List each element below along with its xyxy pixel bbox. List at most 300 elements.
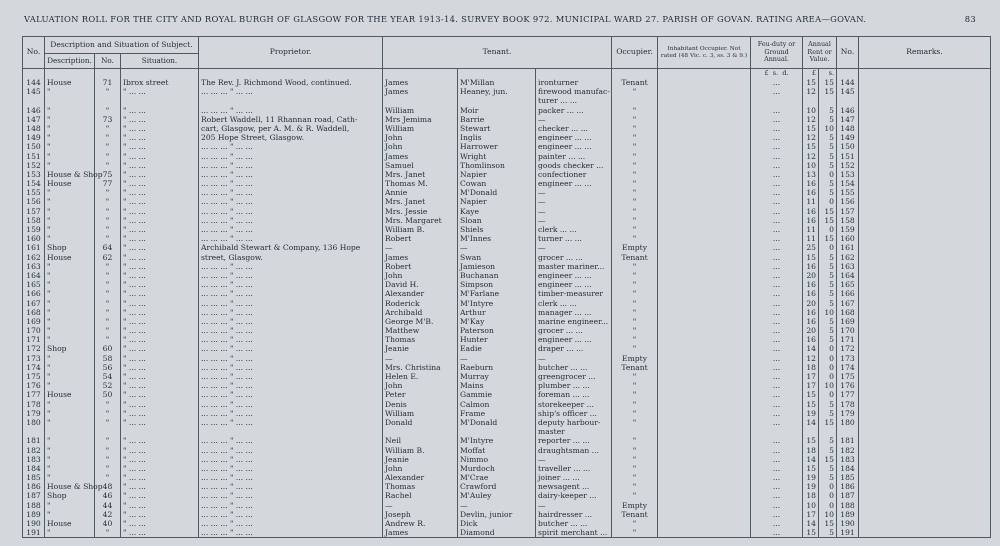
- tenant-occupation: grocer ... ...: [536, 326, 612, 335]
- situation-cell: " ... ...: [121, 106, 199, 115]
- remarks-cell: [859, 372, 991, 381]
- occupier-cell: ": [612, 308, 658, 317]
- rent-shillings: 15: [819, 519, 837, 528]
- table-row: [23, 142, 991, 151]
- tenant-last-name: Paterson: [458, 326, 536, 335]
- proprietor-cell: Robert Waddell, 11 Rhannan road, Cath-: [199, 115, 383, 124]
- remarks-cell: [859, 354, 991, 363]
- inhabitant-cell: [658, 96, 751, 105]
- description-cell: [45, 427, 95, 436]
- tenant-occupation: —: [536, 197, 612, 206]
- situation-cell: " ... ...: [121, 289, 199, 298]
- row-number-right: 144: [837, 78, 859, 87]
- inhabitant-cell: [658, 225, 751, 234]
- table-row: [23, 106, 991, 115]
- rent-shillings: 0: [819, 372, 837, 381]
- tenant-first-name: Matthew: [383, 326, 458, 335]
- occupier-cell: ": [612, 326, 658, 335]
- rent-pounds: 18: [803, 491, 819, 500]
- proprietor-cell: ... ... ... " ... ...: [199, 446, 383, 455]
- house-number-cell: ": [95, 280, 121, 289]
- occupier-cell: ": [612, 197, 658, 206]
- feu-shilling-sign: s.: [772, 69, 779, 77]
- tenant-last-name: Nimmo: [458, 455, 536, 464]
- table-row: [23, 491, 991, 500]
- tenant-occupation: newsagent ...: [536, 482, 612, 491]
- tenant-last-name: M'Donald: [458, 188, 536, 197]
- situation-cell: " ... ...: [121, 161, 199, 170]
- situation-cell: " ... ...: [121, 326, 199, 335]
- rent-shillings: 5: [819, 262, 837, 271]
- rent-pounds: 16: [803, 289, 819, 298]
- house-number-cell: ": [95, 271, 121, 280]
- proprietor-cell: ... ... ... " ... ...: [199, 381, 383, 390]
- feu-duty-cell: ...: [751, 473, 803, 482]
- feu-duty-cell: ...: [751, 152, 803, 161]
- situation-cell: " ... ...: [121, 400, 199, 409]
- tenant-last-name: Inglis: [458, 133, 536, 142]
- house-number-cell: 71: [95, 78, 121, 87]
- tenant-first-name: James: [383, 87, 458, 96]
- house-number-cell: ": [95, 400, 121, 409]
- house-number-cell: ": [95, 152, 121, 161]
- house-number-cell: ": [95, 207, 121, 216]
- description-cell: ": [45, 142, 95, 151]
- feu-duty-cell: ...: [751, 372, 803, 381]
- tenant-last-name: M'Innes: [458, 234, 536, 243]
- proprietor-cell: ... ... ... " ... ...: [199, 354, 383, 363]
- rent-shillings: 5: [819, 299, 837, 308]
- row-number: 148: [23, 124, 45, 133]
- rent-pounds: 16: [803, 308, 819, 317]
- proprietor-cell: cart, Glasgow, per A. M. & R. Waddell,: [199, 124, 383, 133]
- col-situation: Situation.: [121, 54, 199, 69]
- feu-duty-cell: ...: [751, 299, 803, 308]
- remarks-cell: [859, 280, 991, 289]
- table-row: [23, 363, 991, 372]
- tenant-last-name: M'Kay: [458, 317, 536, 326]
- situation-cell: " ... ...: [121, 510, 199, 519]
- row-number: 166: [23, 289, 45, 298]
- row-number-right: 157: [837, 207, 859, 216]
- proprietor-cell: [199, 96, 383, 105]
- feu-duty-cell: ...: [751, 161, 803, 170]
- situation-cell: " ... ...: [121, 381, 199, 390]
- description-cell: House: [45, 519, 95, 528]
- feu-duty-cell: ...: [751, 115, 803, 124]
- house-number-cell: ": [95, 262, 121, 271]
- rent-pounds: 16: [803, 216, 819, 225]
- occupier-cell: Tenant: [612, 78, 658, 87]
- tenant-last-name: Crawford: [458, 482, 536, 491]
- tenant-occupation: ironturner: [536, 78, 612, 87]
- row-number: 162: [23, 253, 45, 262]
- proprietor-cell: ... ... ... " ... ...: [199, 326, 383, 335]
- rent-pounds: 18: [803, 446, 819, 455]
- tenant-last-name: Gammie: [458, 390, 536, 399]
- row-number-right: 182: [837, 446, 859, 455]
- situation-cell: " ... ...: [121, 308, 199, 317]
- row-number: 182: [23, 446, 45, 455]
- description-cell: Shop: [45, 344, 95, 353]
- description-cell: ": [45, 326, 95, 335]
- feu-duty-cell: ...: [751, 317, 803, 326]
- tenant-last-name: Devlin, junior: [458, 510, 536, 519]
- table-row: [23, 280, 991, 289]
- remarks-cell: [859, 216, 991, 225]
- rent-shillings: 15: [819, 78, 837, 87]
- proprietor-cell: ... ... ... " ... ...: [199, 170, 383, 179]
- row-number: 176: [23, 381, 45, 390]
- tenant-last-name: Murray: [458, 372, 536, 381]
- feu-pence-sign: d.: [782, 69, 789, 77]
- table-row: [23, 372, 991, 381]
- col-proprietor: Proprietor.: [199, 37, 383, 69]
- table-row: [23, 390, 991, 399]
- situation-cell: " ... ...: [121, 197, 199, 206]
- row-number-right: 158: [837, 216, 859, 225]
- tenant-occupation: —: [536, 216, 612, 225]
- house-number-cell: ": [95, 464, 121, 473]
- occupier-cell: ": [612, 234, 658, 243]
- situation-cell: " ... ...: [121, 87, 199, 96]
- tenant-first-name: James: [383, 253, 458, 262]
- tenant-last-name: Shiels: [458, 225, 536, 234]
- feu-duty-cell: ...: [751, 335, 803, 344]
- feu-duty-cell: ...: [751, 363, 803, 372]
- table-row: [23, 179, 991, 188]
- row-number: 163: [23, 262, 45, 271]
- occupier-cell: ": [612, 372, 658, 381]
- tenant-occupation: storekeeper ...: [536, 400, 612, 409]
- description-cell: ": [45, 216, 95, 225]
- feu-duty-cell: ...: [751, 87, 803, 96]
- col-house-number: No.: [95, 54, 121, 69]
- rent-shillings: [819, 427, 837, 436]
- occupier-cell: Empty: [612, 243, 658, 252]
- row-number-right: 175: [837, 372, 859, 381]
- row-number: 178: [23, 400, 45, 409]
- remarks-cell: [859, 510, 991, 519]
- feu-duty-cell: ...: [751, 289, 803, 298]
- remarks-cell: [859, 188, 991, 197]
- situation-cell: " ... ...: [121, 372, 199, 381]
- row-number-right: [837, 427, 859, 436]
- inhabitant-cell: [658, 400, 751, 409]
- feu-duty-cell: ...: [751, 446, 803, 455]
- tenant-occupation: confectioner: [536, 170, 612, 179]
- remarks-cell: [859, 464, 991, 473]
- rent-shillings: 5: [819, 326, 837, 335]
- description-cell: ": [45, 317, 95, 326]
- rent-pounds: 11: [803, 225, 819, 234]
- row-number-right: 169: [837, 317, 859, 326]
- rent-shillings: 10: [819, 308, 837, 317]
- row-number: 158: [23, 216, 45, 225]
- feu-duty-cell: ...: [751, 436, 803, 445]
- table-row: [23, 317, 991, 326]
- row-number-right: 186: [837, 482, 859, 491]
- table-row: [23, 473, 991, 482]
- situation-cell: Ibrox street: [121, 78, 199, 87]
- rent-pounds: 12: [803, 152, 819, 161]
- rent-shillings: 5: [819, 280, 837, 289]
- row-number: 155: [23, 188, 45, 197]
- house-number-cell: 75: [95, 170, 121, 179]
- situation-cell: " ... ...: [121, 124, 199, 133]
- description-cell: ": [45, 354, 95, 363]
- situation-cell: " ... ...: [121, 207, 199, 216]
- house-number-cell: ": [95, 289, 121, 298]
- inhabitant-cell: [658, 262, 751, 271]
- tenant-occupation: —: [536, 115, 612, 124]
- inhabitant-cell: [658, 409, 751, 418]
- proprietor-cell: ... ... ... " ... ...: [199, 464, 383, 473]
- occupier-cell: Tenant: [612, 253, 658, 262]
- tenant-first-name: —: [383, 354, 458, 363]
- remarks-cell: [859, 519, 991, 528]
- rent-pounds: 10: [803, 501, 819, 510]
- remarks-cell: [859, 335, 991, 344]
- tenant-occupation: firewood manufac-: [536, 87, 612, 96]
- feu-duty-cell: ...: [751, 501, 803, 510]
- house-number-cell: ": [95, 317, 121, 326]
- remarks-cell: [859, 243, 991, 252]
- situation-cell: " ... ...: [121, 188, 199, 197]
- inhabitant-cell: [658, 124, 751, 133]
- remarks-cell: [859, 78, 991, 87]
- tenant-occupation: traveller ... ...: [536, 464, 612, 473]
- rent-pounds: 15: [803, 390, 819, 399]
- description-cell: House & Shop: [45, 170, 95, 179]
- tenant-first-name: Mrs. Janet: [383, 170, 458, 179]
- tenant-last-name: Heaney, jun.: [458, 87, 536, 96]
- tenant-last-name: Moir: [458, 106, 536, 115]
- situation-cell: " ... ...: [121, 142, 199, 151]
- house-number-cell: 62: [95, 253, 121, 262]
- situation-cell: " ... ...: [121, 253, 199, 262]
- description-cell: ": [45, 528, 95, 538]
- inhabitant-cell: [658, 106, 751, 115]
- table-row: [23, 455, 991, 464]
- description-cell: House & Shop: [45, 482, 95, 491]
- row-number: 144: [23, 78, 45, 87]
- remarks-cell: [859, 197, 991, 206]
- rent-pounds: 14: [803, 418, 819, 427]
- occupier-cell: ": [612, 446, 658, 455]
- row-number: 159: [23, 225, 45, 234]
- row-number-right: 167: [837, 299, 859, 308]
- table-row: [23, 299, 991, 308]
- col-feu-duty: Feu-duty or Ground Annual.: [751, 37, 803, 69]
- feu-duty-cell: ...: [751, 354, 803, 363]
- inhabitant-cell: [658, 280, 751, 289]
- proprietor-cell: ... ... ... " ... ...: [199, 409, 383, 418]
- rent-shillings: 0: [819, 501, 837, 510]
- occupier-cell: ": [612, 482, 658, 491]
- remarks-cell: [859, 436, 991, 445]
- row-number: 153: [23, 170, 45, 179]
- situation-cell: " ... ...: [121, 262, 199, 271]
- inhabitant-cell: [658, 170, 751, 179]
- tenant-first-name: Mrs. Margaret: [383, 216, 458, 225]
- row-number: 157: [23, 207, 45, 216]
- inhabitant-cell: [658, 501, 751, 510]
- proprietor-cell: Archibald Stewart & Company, 136 Hope: [199, 243, 383, 252]
- remarks-cell: [859, 390, 991, 399]
- tenant-first-name: Andrew R.: [383, 519, 458, 528]
- row-number-right: 159: [837, 225, 859, 234]
- tenant-occupation: marine engineer...: [536, 317, 612, 326]
- row-number-right: 152: [837, 161, 859, 170]
- row-number: 168: [23, 308, 45, 317]
- proprietor-cell: street, Glasgow.: [199, 253, 383, 262]
- row-number: 171: [23, 335, 45, 344]
- row-number-right: 173: [837, 354, 859, 363]
- tenant-last-name: Arthur: [458, 308, 536, 317]
- tenant-occupation: timber-measurer: [536, 289, 612, 298]
- inhabitant-cell: [658, 335, 751, 344]
- tenant-first-name: Archibald: [383, 308, 458, 317]
- occupier-cell: ": [612, 335, 658, 344]
- situation-cell: " ... ...: [121, 335, 199, 344]
- proprietor-cell: ... ... ... " ... ...: [199, 390, 383, 399]
- rent-shillings: 15: [819, 207, 837, 216]
- inhabitant-cell: [658, 519, 751, 528]
- tenant-first-name: William: [383, 106, 458, 115]
- tenant-last-name: Dick: [458, 519, 536, 528]
- remarks-cell: [859, 299, 991, 308]
- proprietor-cell: ... ... ... " ... ...: [199, 519, 383, 528]
- situation-cell: " ... ...: [121, 446, 199, 455]
- rent-shillings: 5: [819, 161, 837, 170]
- inhabitant-cell: [658, 363, 751, 372]
- tenant-first-name: John: [383, 142, 458, 151]
- row-number-right: 184: [837, 464, 859, 473]
- tenant-last-name: Diamond: [458, 528, 536, 538]
- remarks-cell: [859, 170, 991, 179]
- table-row: [23, 436, 991, 445]
- inhabitant-cell: [658, 354, 751, 363]
- situation-cell: [121, 427, 199, 436]
- tenant-last-name: Swan: [458, 253, 536, 262]
- feu-duty-cell: ...: [751, 400, 803, 409]
- tenant-first-name: Mrs. Jessie: [383, 207, 458, 216]
- rent-shillings: 5: [819, 106, 837, 115]
- tenant-first-name: Annie: [383, 188, 458, 197]
- house-number-cell: ": [95, 326, 121, 335]
- proprietor-cell: ... ... ... " ... ...: [199, 400, 383, 409]
- description-cell: ": [45, 271, 95, 280]
- proprietor-cell: ... ... ... " ... ...: [199, 528, 383, 538]
- tenant-first-name: Alexander: [383, 473, 458, 482]
- tenant-occupation: packer ... ...: [536, 106, 612, 115]
- tenant-first-name: —: [383, 243, 458, 252]
- feu-duty-cell: ...: [751, 207, 803, 216]
- occupier-cell: ": [612, 519, 658, 528]
- description-cell: ": [45, 225, 95, 234]
- rent-shillings: 0: [819, 243, 837, 252]
- description-cell: ": [45, 436, 95, 445]
- tenant-first-name: Mrs Jemima: [383, 115, 458, 124]
- proprietor-cell: ... ... ... " ... ...: [199, 289, 383, 298]
- rent-pounds: 11: [803, 234, 819, 243]
- description-cell: House: [45, 253, 95, 262]
- row-number-right: 148: [837, 124, 859, 133]
- remarks-cell: [859, 271, 991, 280]
- col-remarks: Remarks.: [859, 37, 991, 69]
- occupier-cell: ": [612, 280, 658, 289]
- row-number: 145: [23, 87, 45, 96]
- tenant-first-name: William B.: [383, 446, 458, 455]
- table-row: [23, 482, 991, 491]
- table-row: [23, 510, 991, 519]
- rent-shillings: 5: [819, 409, 837, 418]
- rent-pounds: 16: [803, 188, 819, 197]
- description-cell: ": [45, 87, 95, 96]
- description-cell: ": [45, 510, 95, 519]
- proprietor-cell: 205 Hope Street, Glasgow.: [199, 133, 383, 142]
- tenant-occupation: master mariner...: [536, 262, 612, 271]
- tenant-first-name: Alexander: [383, 289, 458, 298]
- tenant-occupation: joiner ... ...: [536, 473, 612, 482]
- situation-cell: " ... ...: [121, 464, 199, 473]
- tenant-occupation: deputy harbour-: [536, 418, 612, 427]
- remarks-cell: [859, 207, 991, 216]
- occupier-cell: ": [612, 381, 658, 390]
- feu-duty-cell: ...: [751, 519, 803, 528]
- feu-duty-cell: [751, 96, 803, 105]
- tenant-occupation: engineer ... ...: [536, 280, 612, 289]
- row-number: 169: [23, 317, 45, 326]
- rent-shillings: 0: [819, 354, 837, 363]
- row-number: 190: [23, 519, 45, 528]
- tenant-last-name: Harrower: [458, 142, 536, 151]
- rent-pounds: 14: [803, 455, 819, 464]
- row-number-right: 160: [837, 234, 859, 243]
- inhabitant-cell: [658, 482, 751, 491]
- rent-pounds: 15: [803, 436, 819, 445]
- proprietor-cell: ... ... ... " ... ...: [199, 308, 383, 317]
- header-title: VALUATION ROLL FOR THE CITY AND ROYAL BURGH OF GLASGOW FOR THE YEAR 1913-14. SURVEY BOOK 972. MUNICIPAL WARD 27. PARISH OF GOVAN. RATING AREA—GOVAN.: [24, 14, 867, 24]
- inhabitant-cell: [658, 491, 751, 500]
- rent-pounds: 16: [803, 335, 819, 344]
- proprietor-cell: ... ... ... " ... ...: [199, 344, 383, 353]
- remarks-cell: [859, 344, 991, 353]
- row-number-right: 145: [837, 87, 859, 96]
- tenant-occupation: hairdresser ...: [536, 510, 612, 519]
- description-cell: ": [45, 409, 95, 418]
- tenant-last-name: Barrie: [458, 115, 536, 124]
- house-number-cell: ": [95, 188, 121, 197]
- feu-duty-cell: ...: [751, 528, 803, 538]
- occupier-cell: ": [612, 491, 658, 500]
- inhabitant-cell: [658, 133, 751, 142]
- tenant-first-name: Neil: [383, 436, 458, 445]
- situation-cell: " ... ...: [121, 280, 199, 289]
- proprietor-cell: ... ... ... " ... ...: [199, 436, 383, 445]
- rent-pounds: 15: [803, 124, 819, 133]
- rent-shillings: 0: [819, 197, 837, 206]
- row-number: 179: [23, 409, 45, 418]
- tenant-last-name: —: [458, 243, 536, 252]
- tenant-occupation: engineer ... ...: [536, 335, 612, 344]
- proprietor-cell: ... ... ... " ... ...: [199, 501, 383, 510]
- row-number: 160: [23, 234, 45, 243]
- house-number-cell: ": [95, 234, 121, 243]
- tenant-first-name: Robert: [383, 262, 458, 271]
- proprietor-cell: The Rev. J. Richmond Wood, continued.: [199, 78, 383, 87]
